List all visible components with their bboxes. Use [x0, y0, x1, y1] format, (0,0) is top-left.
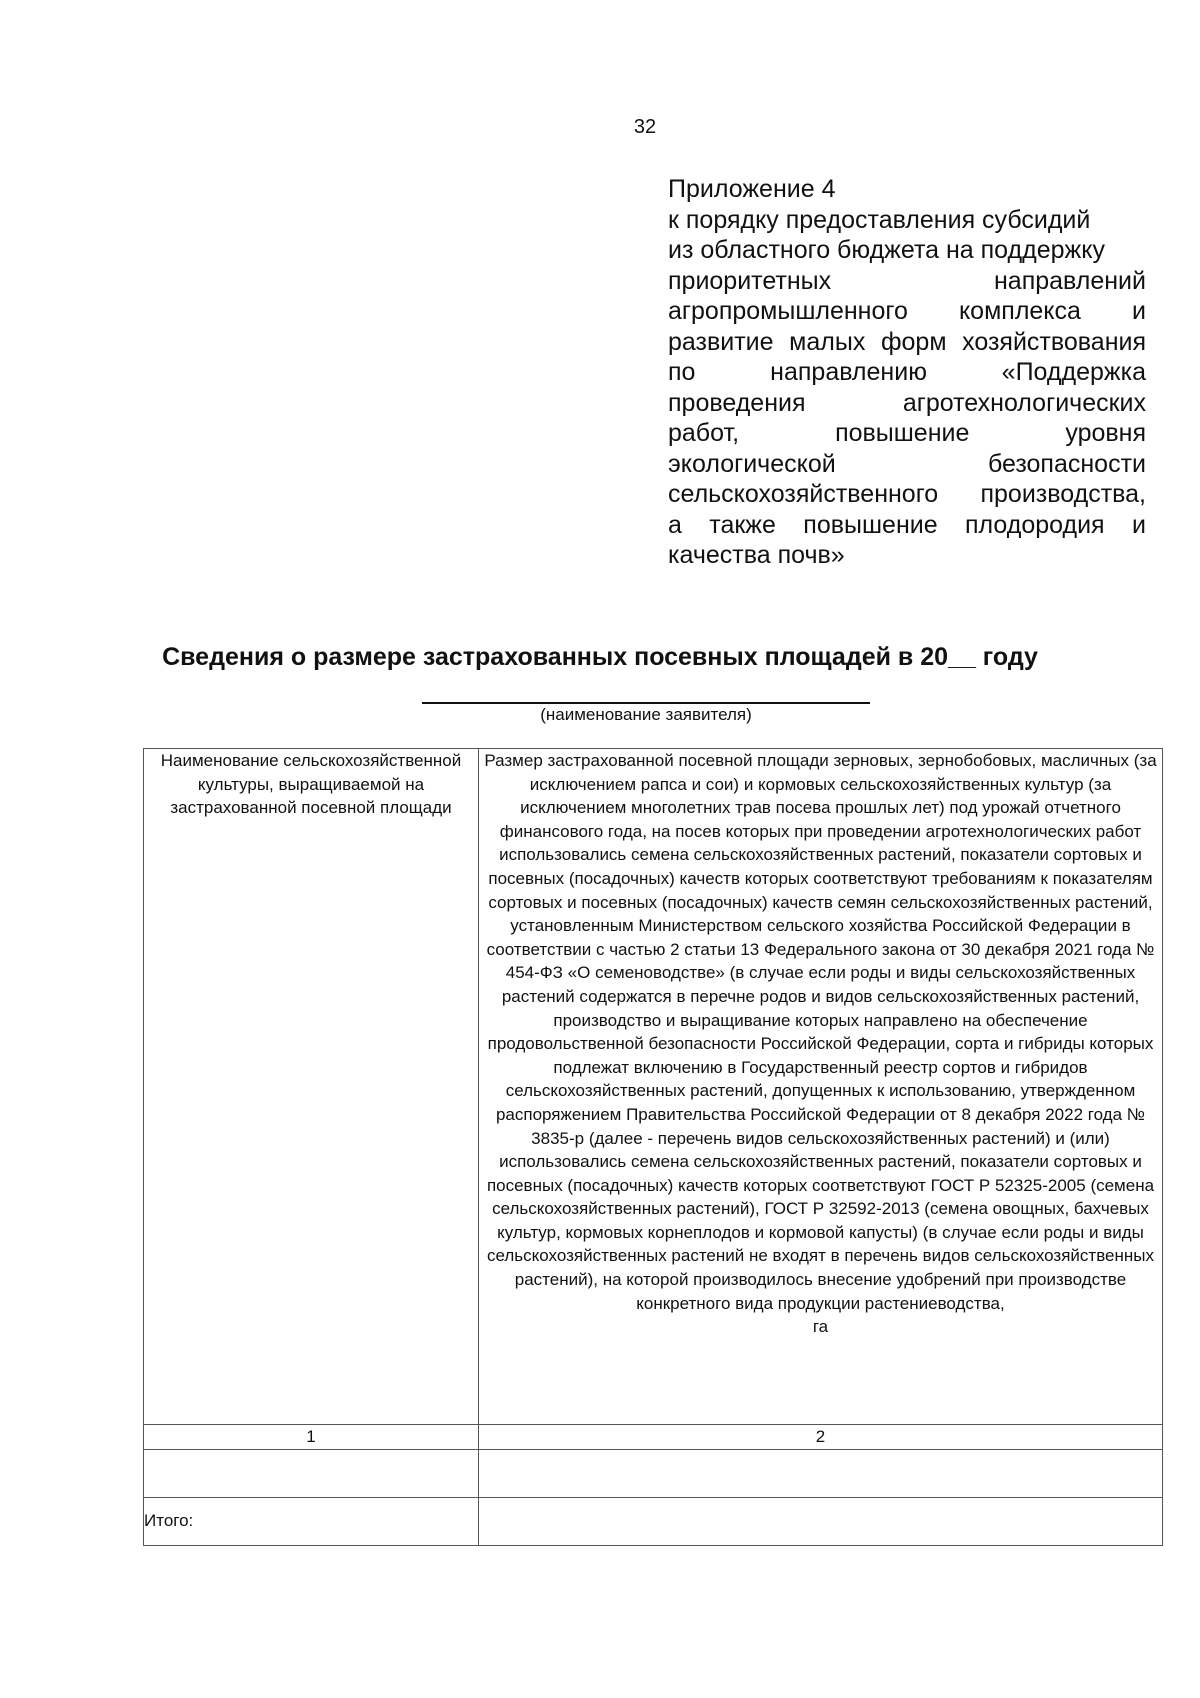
- appendix-line: качества почв»: [668, 541, 845, 569]
- appendix-word: направлению: [770, 358, 927, 386]
- appendix-word: производства,: [980, 480, 1146, 508]
- document-title: Сведения о размере застрахованных посевных площадей в 20__ году: [162, 643, 1038, 671]
- area-cell: [479, 1449, 1163, 1497]
- appendix-word: «Поддержка: [1001, 358, 1146, 386]
- header-insured-area: [479, 749, 1163, 1425]
- appendix-line: [668, 510, 1146, 541]
- appendix-word: плодородия: [965, 510, 1105, 539]
- appendix-line: из областного бюджета на поддержку: [668, 236, 1105, 264]
- appendix-line: Приложение 4: [668, 175, 836, 203]
- appendix-word: агротехнологических: [902, 388, 1146, 417]
- appendix-word: и: [1131, 510, 1146, 539]
- appendix-word: и: [1132, 297, 1146, 325]
- appendix-word: развитие: [668, 327, 774, 356]
- crop-name-cell: [144, 1449, 479, 1497]
- sown-area-table: [143, 748, 1163, 1546]
- total-value-cell: [479, 1497, 1163, 1545]
- appendix-word: форм: [880, 327, 947, 356]
- appendix-word: также: [709, 510, 776, 539]
- appendix-word: агропромышленного: [668, 297, 908, 325]
- column-number: 1: [144, 1425, 479, 1450]
- appendix-line: [668, 479, 1146, 510]
- appendix-word: хозяйствования: [962, 327, 1146, 356]
- appendix-line: [668, 449, 1146, 480]
- appendix-word: а: [668, 510, 682, 539]
- header-area-unit: га: [812, 1317, 829, 1337]
- appendix-line: [668, 266, 1146, 297]
- appendix-word: уровня: [1065, 419, 1146, 447]
- total-label: Итого:: [144, 1497, 479, 1545]
- appendix-word: направлений: [994, 266, 1146, 295]
- appendix-word: безопасности: [987, 449, 1146, 478]
- appendix-word: приоритетных: [668, 266, 832, 295]
- appendix-word: повышение: [803, 510, 938, 539]
- applicant-name-line: [422, 702, 870, 704]
- column-number-row: [144, 1425, 1163, 1450]
- appendix-line: [668, 327, 1146, 358]
- appendix-line: к порядку предоставления субсидий: [668, 205, 1091, 234]
- total-row: [144, 1497, 1163, 1545]
- table-header-row: [144, 749, 1163, 1425]
- appendix-word: работ,: [668, 419, 740, 447]
- appendix-word: проведения: [668, 388, 806, 417]
- column-number: 2: [479, 1425, 1163, 1450]
- header-insured-area-text: Размер застрахованной посевной площади зерновых, зернобобовых, масличных (за исключением рапса и сои) и кормовых сельскохозяйственных культур (за исключением многолетних трав посева прошлых лет) под урожай отчетного финансового года, на посев которых при проведении агротехнологических работ использовались семена сельскохозяйственных растений, показатели сортовых и посевных (посадочных) качеств которых соответствуют требованиям к показателям сортовых и посевных (посадочных) качеств семян сельскохозяйственных растений, установленным Министерством сельского хозяйства Российской Федерации в соответствии с частью 2 статьи 13 Федерального закона от 30 декабря 2021 года № 454-ФЗ «О семеноводстве» (в случае если роды и виды сельскохозяйственных растений содержатся в перечне родов и видов сельскохозяйственных растений, производство и выращивание которых направлено на обеспечение продовольственной безопасности Российской Федерации, сорта и гибриды которых подлежат включению в Государственный реестр сортов и гибридов сельскохозяйственных растений, допущенных к использованию, утвержденном распоряжением Правительства Российской Федерации от 8 декабря 2022 года № 3835-р (далее - перечень видов сельскохозяйственных растений) и (или) использовались семена сельскохозяйственных растений, показатели сортовых и посевных (посадочных) качеств которых соответствуют ГОСТ Р 52325-2005 (семена сельскохозяйственных растений), ГОСТ Р 32592-2013 (семена овощных, бахчевых культур, кормовых корнеплодов и кормовой капусты) (в случае если роды и виды сельскохозяйственных растений не входят в перечень видов сельскохозяйственных растений), на которой производилось внесение удобрений при производстве конкретного вида продукции растениеводства,: [484, 751, 1157, 1313]
- table-row: [144, 1449, 1163, 1497]
- header-crop-name: Наименование сельскохозяйственной культуры, выращиваемой на застрахованной посевной площади: [144, 749, 479, 1425]
- appendix-line: [668, 296, 1146, 327]
- appendix-line: [668, 357, 1146, 388]
- appendix-word: комплекса: [958, 297, 1081, 325]
- appendix-word: сельскохозяйственного: [668, 480, 939, 508]
- appendix-block: [668, 174, 1146, 571]
- appendix-word: по: [668, 358, 696, 386]
- applicant-caption: (наименование заявителя): [540, 705, 752, 724]
- appendix-word: повышение: [835, 419, 970, 447]
- appendix-word: экологической: [668, 449, 836, 478]
- appendix-line: [668, 388, 1146, 419]
- page-number: 32: [633, 116, 657, 138]
- appendix-word: малых: [789, 327, 866, 356]
- appendix-line: [668, 418, 1146, 449]
